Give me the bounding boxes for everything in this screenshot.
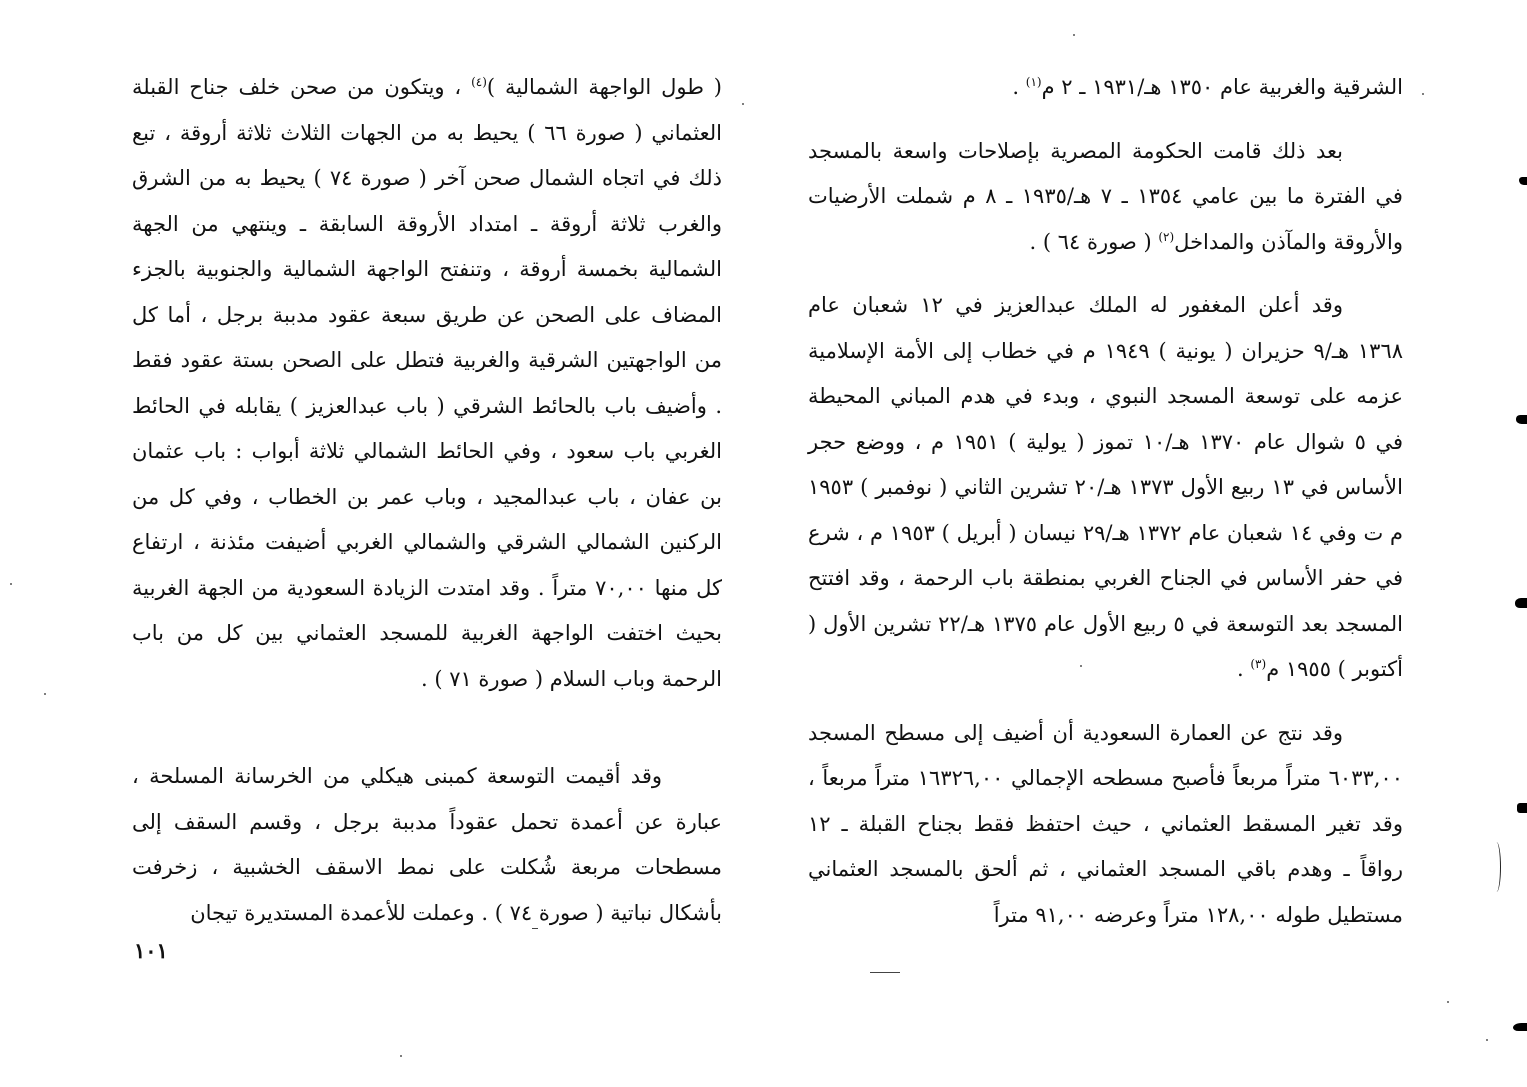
- paragraph-p6: [132, 754, 722, 936]
- paragraph-text: وقد أعلن المغفور له الملك عبدالعزيز في ١٢ شعبان عام ١٣٦٨ هـ/٩ حزيران ( يونية ) ١٩٤٩ م في خطاب إلى الأمة الإسلامية عزمه على توسعة المسجد النبوي ، وبدء في هدم المباني المحيطة في ٥ شوال عام ١٣٧٠ هـ/١٠ تموز ( يولية ) ١٩٥١ م ، ووضع حجر الأساس في ١٣ ربيع الأول ١٣٧٣ هـ/٢٠ تشرين الثاني ( نوفمبر ) ١٩٥٣ م ت وفي ١٤ شعبان عام ١٣٧٢ هـ/٢٩ نيسان ( أبريل ) ١٩٥٣ م ، شرع في حفر الأساس في الجناح الغربي بمنطقة باب الرحمة ، وقد افتتح المسجد بعد التوسعة في ٥ ربيع الأول عام ١٣٧٥ هـ/٢٢ تشرين الأول ( أكتوبر ) ١٩٥٥ م: [808, 293, 1404, 681]
- binding-hole-mark: [1517, 803, 1527, 813]
- paragraph-tail: ، ويتكون من صحن خلف جناح القبلة العثماني ( صورة ٦٦ ) يحيط به من الجهات الثلاث ثلاثة أروقة ، تبع ذلك في اتجاه الشمال صحن آخر ( صورة ٧٤ ) يحيط به من الشرق والغرب ثلاثة أروقة ـ امتداد الأروقة السابقة ـ وينتهي من الجهة الشمالية بخمسة أروقة ، وتنفتح الواجهة الشمالية والجنوبية بالجزء المضاف على الصحن عن طريق سبعة عقود مدببة برجل ، أما كل من الواجهتين الشرقية والغربية فتطل على الصحن بستة عقود فقط . وأضيف باب بالحائط الشرقي ( باب عبدالعزيز ) يقابله في الحائط الغربي باب سعود ، وفي الحائط الشمالي ثلاثة أبواب : باب عثمان بن عفان ، باب عبدالمجيد ، وباب عمر بن الخطاب ، وفي كل من الركنين الشمالي الشرقي والشمالي الغربي أضيفت مئذنة ، ارتفاع كل منها ٧٠,٠٠ متراً . وقد امتدت الزيادة السعودية من الجهة الغربية بحيث اختفت الواجهة الغربية للمسجد العثماني بين كل من باب الرحمة وباب السلام ( صورة ٧١ ) .: [132, 75, 722, 691]
- binding-hole-mark: [1516, 415, 1527, 424]
- binding-hole-mark: [1513, 1023, 1527, 1031]
- footnote-ref[interactable]: (١): [1025, 75, 1042, 89]
- paragraph-p3: [808, 283, 1403, 693]
- binding-hole-mark: [1515, 598, 1527, 608]
- footnote-ref[interactable]: (٢): [1158, 229, 1175, 244]
- margin-pencil-mark: [1492, 842, 1501, 892]
- scan-speck: [742, 103, 744, 105]
- footnote-ref[interactable]: (٣): [1250, 657, 1267, 671]
- paragraph-tail: .: [1237, 657, 1251, 681]
- paragraph-text: الشرقية والغربية عام ١٣٥٠ هـ/١٩٣١ ـ ٢ م: [1041, 75, 1403, 99]
- paragraph-tail: .: [1012, 75, 1026, 99]
- paragraph-text: ( طول الواجهة الشمالية ): [486, 75, 722, 99]
- paragraph-tail: ( صورة ٦٤ ) .: [1029, 229, 1159, 254]
- binding-hole-mark: [1519, 177, 1527, 185]
- right-page-text-column: [808, 65, 1403, 938]
- footnote-ref[interactable]: (٤): [471, 75, 487, 89]
- paragraph-text: وقد نتج عن العمارة السعودية أن أضيف إلى مسطح المسجد ٦٠٣٣,٠٠ متراً مربعاً فأصبح مسطحه الإجمالي ١٦٣٢٦,٠٠ متراً مربعاً ، وقد تغير المسقط العثماني ، حيث احتفظ فقط بجناح القبلة ـ ١٢ رواقاً ـ وهدم باقي المسجد العثماني ، ثم ألحق بالمسجد العثماني مستطيل طوله ١٢٨,٠٠ متراً وعرضه ٩١,٠٠ متراً: [808, 720, 1403, 927]
- scan-speck: [1447, 1001, 1449, 1003]
- scan-speck: [1073, 34, 1075, 36]
- scan-artifact-line: [532, 928, 538, 929]
- scan-speck: [44, 693, 46, 695]
- paragraph-p5: [132, 65, 722, 702]
- left-page-text-column: [132, 65, 722, 936]
- scan-speck: [400, 1055, 402, 1057]
- paragraph-p1: [808, 65, 1403, 111]
- scan-speck: [10, 583, 12, 585]
- paragraph-text: وقد أقيمت التوسعة كمبنى هيكلي من الخرسانة المسلحة ، عبارة عن أعمدة تحمل عقوداً مدببة برجل ، وقسم السقف إلى مسطحات مربعة شُكلت على نمط الاسقف الخشبية ، زخرفت بأشكال نباتية ( صورة ٧٤ ) . وعملت للأعمدة المستديرة تيجان: [132, 764, 722, 925]
- scan-artifact-line: [870, 972, 900, 973]
- scan-speck: [1422, 93, 1424, 95]
- scan-speck: [1486, 1039, 1488, 1041]
- paragraph-text: بعد ذلك قامت الحكومة المصرية بإصلاحات واسعة بالمسجد في الفترة ما بين عامي ١٣٥٤ ـ ٧ هـ/١٩٣٥ ـ ٨ م شملت الأرضيات والأروقة والمآذن والمداخل: [808, 138, 1403, 254]
- paragraph-p2: [808, 129, 1403, 266]
- page-number: ١٠١: [134, 938, 168, 963]
- scan-speck: [1080, 665, 1082, 667]
- paragraph-p4: [808, 711, 1403, 939]
